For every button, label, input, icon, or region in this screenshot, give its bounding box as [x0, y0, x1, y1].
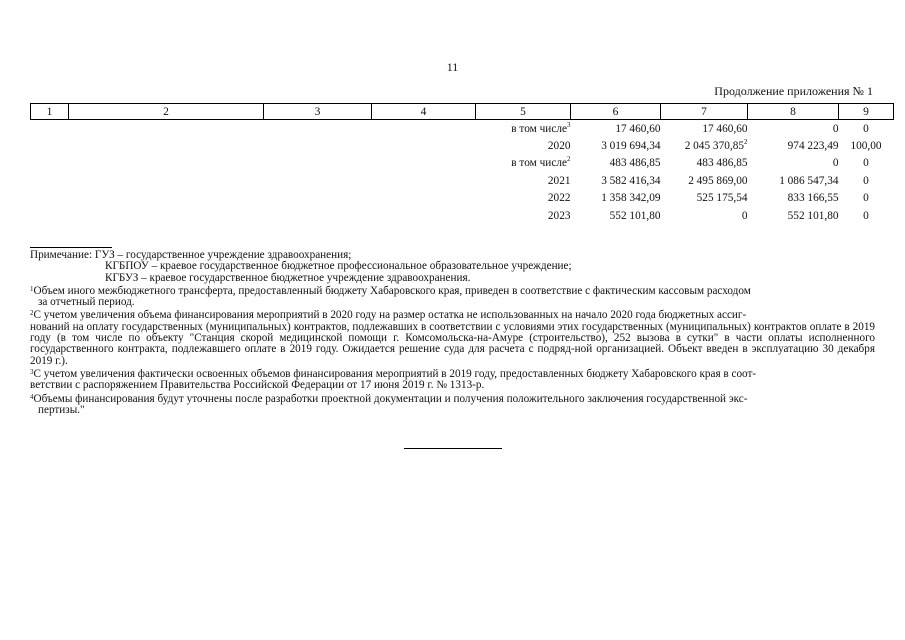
column-header: 2	[69, 104, 264, 120]
column-header: 3	[264, 104, 372, 120]
financing-table	[30, 103, 894, 224]
year-label-cell: в том числе$^3$	[511, 120, 571, 135]
footnote-3: $^3$С учетом увеличения фактически освоенных объемов финансирования мероприятий в 2019 году, предоставленных бюджету Хабаровского края в соот- ветствии с распоряжением Правительства Российской Федерации от 17 июня 2019 г. № 1313-р.	[30, 367, 757, 392]
end-of-document-rule	[404, 448, 502, 449]
federal-cell: 483 486,85	[696, 157, 748, 170]
table-row	[31, 172, 894, 189]
note-line: КГБУЗ – краевое государственное бюджетное учреждение здравоохранения.	[105, 271, 471, 284]
regional-cell: 0	[832, 157, 839, 170]
other-cell: 0	[863, 209, 869, 222]
total-cell: 552 101,80	[609, 209, 661, 222]
footnote-1: $^1$Объем иного межбюджетного трансферта, предоставленный бюджету Хабаровского края, приведен в соответствие с фактическим кассовым расходом за отчетный период.	[30, 284, 751, 309]
total-cell: 483 486,85	[609, 157, 661, 170]
other-cell: 0	[863, 157, 869, 170]
total-cell: 17 460,60	[615, 122, 661, 135]
column-header: 1	[31, 104, 69, 120]
table-row	[31, 155, 894, 172]
federal-cell: 2 045 370,85$^2$	[684, 138, 748, 153]
column-header: 7	[661, 104, 748, 120]
table-header-row	[31, 104, 894, 120]
page-number: 11	[446, 60, 459, 74]
appendix-continuation-caption: Продолжение приложения № 1	[714, 84, 873, 98]
year-label-cell: 2023	[547, 209, 571, 222]
other-cell: 0	[863, 174, 869, 187]
total-cell: 3 582 416,34	[601, 174, 661, 187]
column-header: 5	[476, 104, 571, 120]
column-header: 4	[372, 104, 476, 120]
other-cell: 0	[863, 122, 869, 135]
regional-cell: 1 086 547,34	[779, 174, 839, 187]
federal-cell: 0	[741, 209, 748, 222]
footnote-4: $^4$Объемы финансирования будут уточнены после разработки проектной документации и получения положительного заключения государственной экс- пертизы."	[30, 392, 748, 416]
federal-cell: 2 495 869,00	[688, 174, 748, 187]
table-row	[31, 207, 894, 224]
regional-cell: 0	[832, 122, 839, 135]
federal-cell: 525 175,54	[696, 192, 748, 205]
table-body	[31, 120, 894, 225]
year-label-cell: 2021	[547, 174, 571, 187]
total-cell: 3 019 694,34	[601, 140, 661, 153]
regional-cell: 833 166,55	[787, 192, 839, 205]
note-line: Примечание: ГУЗ – государственное учреждение здравоохранения;	[30, 249, 352, 261]
other-cell: 0	[863, 192, 869, 205]
column-header: 8	[748, 104, 839, 120]
column-header: 6	[571, 104, 661, 120]
footnote-separator	[30, 247, 112, 248]
note-line: КГБПОУ – краевое государственное бюджетное профессиональное образовательное учреждение;	[105, 260, 572, 273]
year-label-cell: 2022	[547, 192, 571, 205]
other-cell: 100,00	[850, 140, 882, 153]
regional-cell: 974 223,49	[787, 140, 839, 153]
footnote-2: $^2$С учетом увеличения объема финансирования мероприятий в 2020 году на размер остатка не использованных на начало 2020 года бюджетных ассиг- нований на оплату государственных (муниципальных) контрактов, подлежавших в соответствии с условиями этих государственных (муниципальных) контрактов оплате в 2019 году (в том числе по объекту "Станция скорой медицинской помощи г. Комсомольска-на-Амуре (строительство), 252 вызова в сутки" в части оплаты исполненного государственного контракта, подлежавшего оплате в 2019 году. Ожидается решение суда для расчета с подряд-ной организацией. Объект введен в эксплуатацию 30 декабря 2019 г.).	[30, 309, 875, 367]
year-label-cell: в том числе$^2$	[511, 155, 571, 170]
total-cell: 1 358 342,09	[601, 192, 661, 205]
regional-cell: 552 101,80	[787, 209, 839, 222]
column-header: 9	[839, 104, 894, 120]
notes-section	[30, 250, 875, 416]
table-row	[31, 190, 894, 207]
table-row	[31, 120, 894, 138]
year-label-cell: 2020	[547, 140, 571, 153]
table-row	[31, 137, 894, 154]
federal-cell: 17 460,60	[702, 122, 748, 135]
